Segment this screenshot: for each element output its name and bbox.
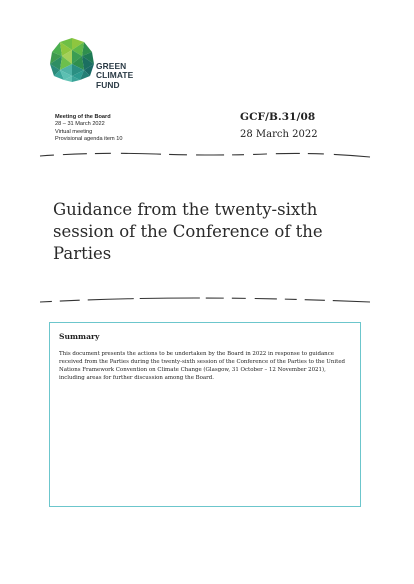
summary-text: This document presents the actions to be undertaken by the Board in 2022 in response to guidance received from the Parties during the twenty-sixth session of the Conference of the Parties to the United Nations Framework Convention on Climate Change (Glasgow, 31 October – 12 November 2021), including areas for further discussion among the Board. [59, 351, 346, 381]
meeting-info [55, 114, 122, 144]
top-dashed-divider [36, 151, 372, 159]
meeting-title: Meeting of the Board [55, 114, 111, 120]
document-reference [240, 111, 318, 140]
summary-box [49, 322, 361, 507]
document-title: Guidance from the twenty-sixth session of the Conference of the Parties [53, 200, 323, 263]
document-code: GCF/B.31/08 [240, 111, 316, 123]
gcf-logo [48, 36, 168, 98]
agenda-item: Provisional agenda item 10 [55, 136, 123, 143]
logo-text-line: GREEN [96, 61, 127, 71]
document-date: 28 March 2022 [240, 129, 318, 140]
logo-text-line: CLIMATE [96, 70, 134, 81]
bottom-dashed-divider [36, 296, 372, 304]
globe-logo-icon [48, 36, 96, 84]
logo-text [96, 62, 133, 90]
logo-text-line: FUND [96, 79, 120, 90]
meeting-mode: Virtual meeting [55, 128, 93, 135]
meeting-dates: 28 – 31 March 2022 [55, 121, 105, 128]
summary-heading: Summary [59, 332, 100, 341]
